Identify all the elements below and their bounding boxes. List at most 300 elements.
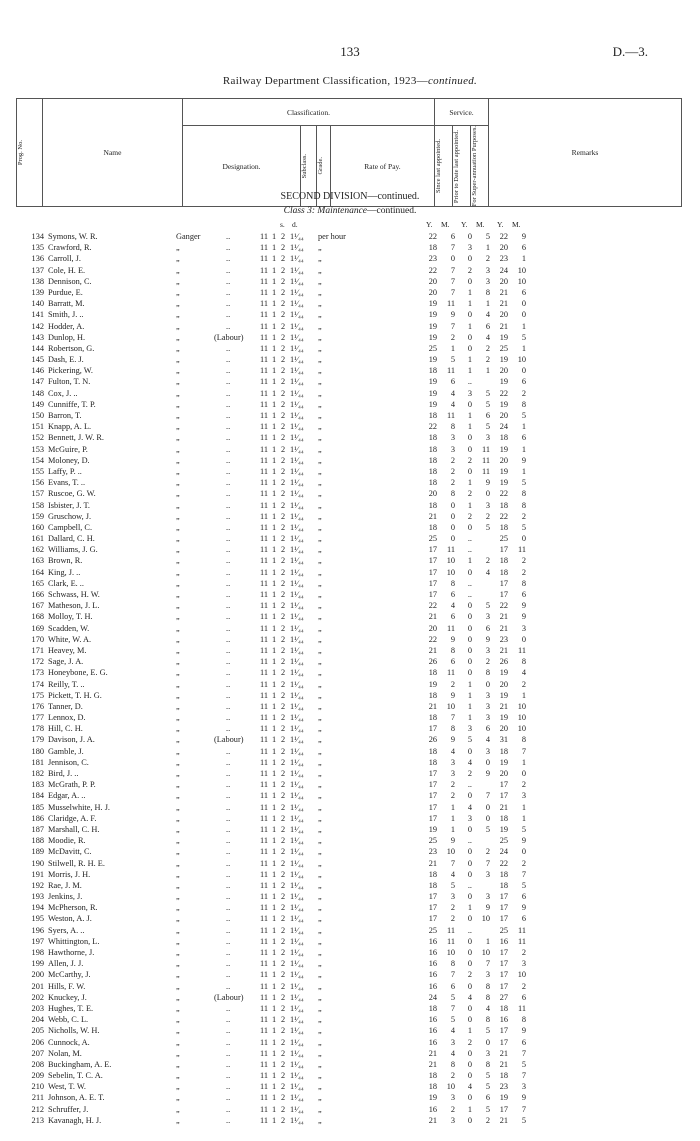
prior-months: 5	[485, 522, 490, 532]
super-years: 21	[499, 1059, 508, 1069]
since-last-months: 9	[450, 634, 455, 644]
designation: „	[176, 1115, 180, 1125]
rate-unit: „	[318, 1104, 322, 1114]
since-last-months: 6	[450, 612, 455, 622]
subclass: 11	[260, 1026, 268, 1036]
prior-years: 1	[467, 556, 472, 566]
rate-unit: „	[318, 903, 322, 913]
super-months: 11	[518, 645, 526, 655]
super-months: 3	[521, 959, 526, 969]
super-months: 6	[521, 1037, 526, 1047]
designation: „	[176, 869, 180, 879]
prog-number: 138	[31, 276, 44, 286]
subclass: 11	[260, 556, 268, 566]
since-last-years: 21	[428, 1115, 437, 1125]
rate-pence: 1¹⁄₄₄	[290, 478, 304, 488]
since-last-months: 11	[447, 299, 455, 309]
designation: „	[176, 444, 180, 454]
staff-name: McDavitt, C.	[48, 847, 92, 857]
staff-name: Knapp, A. L.	[48, 422, 92, 432]
super-years: 17	[499, 545, 508, 555]
prog-number: 202	[31, 992, 44, 1002]
rate-unit: „	[318, 858, 322, 868]
leader-dots: ..	[226, 590, 231, 599]
rate-shillings: 2	[281, 1093, 286, 1103]
prog-number: 197	[31, 936, 44, 946]
super-months: 9	[521, 1026, 526, 1036]
subclass: 11	[260, 713, 268, 723]
rate-pence: 1¹⁄₄₄	[290, 1059, 304, 1069]
rate-pence: 1¹⁄₄₄	[290, 388, 304, 398]
header-remarks: Remarks	[489, 99, 682, 207]
leader-dots: ..	[226, 701, 231, 711]
grade: 1	[272, 276, 277, 286]
super-months: 3	[521, 791, 526, 801]
leader-dots: ..	[226, 813, 231, 823]
grade: 1	[272, 444, 277, 454]
prog-number: 198	[31, 948, 44, 957]
prior-years: ..	[467, 545, 472, 555]
subclass: 11	[260, 1093, 268, 1103]
subclass: 11	[260, 545, 268, 555]
staff-name: West, T. W.	[48, 1082, 86, 1092]
rate-pence: 1¹⁄₄₄	[290, 802, 304, 812]
prog-number: 190	[31, 858, 44, 868]
prior-months: 6	[485, 411, 490, 420]
leader-dots: ..	[226, 243, 231, 253]
prog-number: 196	[31, 925, 44, 935]
rate-shillings: 2	[281, 948, 286, 957]
rate-shillings: 2	[281, 478, 286, 488]
rate-pence: 1¹⁄₄₄	[290, 1071, 304, 1081]
leader-dots: ..	[226, 276, 231, 286]
prog-number: 193	[31, 892, 44, 902]
prior-years: ..	[467, 578, 472, 588]
subclass: 11	[260, 769, 268, 778]
grade: 1	[272, 1093, 277, 1103]
prog-number: 213	[31, 1115, 44, 1125]
table-row	[0, 1014, 700, 1025]
since-last-years: 18	[428, 455, 437, 465]
leader-dots: ..	[226, 567, 231, 577]
designation: „	[176, 1015, 180, 1025]
staff-name: Fulton, T. N.	[48, 377, 91, 387]
super-months: 10	[517, 713, 526, 723]
prior-years: 0	[467, 668, 472, 678]
rate-pence: 1¹⁄₄₄	[290, 1037, 304, 1047]
grade: 1	[272, 1059, 277, 1069]
designation: „	[176, 567, 180, 577]
unit-m3: M.	[512, 220, 521, 229]
rate-pence: 1¹⁄₄₄	[290, 254, 304, 264]
staff-name: McGuire, P.	[48, 444, 88, 454]
prior-years: 0	[467, 858, 472, 868]
grade: 1	[272, 1048, 277, 1058]
prog-number: 160	[31, 522, 44, 532]
subclass: 11	[260, 813, 268, 823]
leader-dots: ..	[226, 254, 231, 264]
since-last-months: 6	[450, 981, 455, 991]
table-row	[0, 1081, 700, 1092]
prior-months: 9	[485, 634, 490, 644]
since-last-years: 25	[428, 836, 437, 846]
rate-unit: „	[318, 287, 322, 297]
designation: „	[176, 388, 180, 398]
designation: „	[176, 321, 180, 331]
rate-shillings: 2	[281, 679, 286, 689]
rate-unit: „	[318, 914, 322, 924]
subclass: 11	[260, 1115, 268, 1125]
prog-number: 200	[31, 970, 44, 980]
leader-dots: ..	[226, 690, 231, 700]
designation: „	[176, 914, 180, 924]
super-months: 8	[521, 657, 526, 667]
staff-name: Brown, R.	[48, 556, 83, 566]
rate-pence: 1¹⁄₄₄	[290, 1104, 304, 1114]
rate-pence: 1¹⁄₄₄	[290, 892, 304, 902]
since-last-years: 22	[428, 422, 437, 432]
staff-name: Bennett, J. W. R.	[48, 433, 105, 443]
since-last-months: 3	[450, 433, 455, 443]
staff-name: McCarthy, J.	[48, 970, 91, 980]
super-years: 24	[499, 265, 508, 275]
rate-unit: „	[318, 276, 322, 286]
rate-shillings: 2	[281, 601, 286, 611]
leader-dots: ..	[226, 321, 231, 331]
rate-unit: „	[318, 388, 322, 398]
rate-pence: 1¹⁄₄₄	[290, 511, 304, 521]
rate-pence: 1¹⁄₄₄	[290, 299, 304, 309]
super-years: 20	[499, 411, 508, 420]
rate-shillings: 2	[281, 534, 286, 544]
prog-number: 159	[31, 511, 44, 521]
rate-unit: „	[318, 724, 322, 734]
prior-years: ..	[467, 377, 472, 387]
staff-name: Matheson, J. L.	[48, 601, 100, 611]
super-months: 10	[517, 701, 526, 711]
super-years: 18	[499, 813, 508, 823]
rate-unit: „	[318, 936, 322, 946]
super-months: 10	[517, 276, 526, 286]
subclass: 11	[260, 489, 268, 499]
super-years: 25	[499, 343, 508, 353]
table-row	[0, 768, 700, 779]
since-last-years: 18	[428, 433, 437, 443]
rate-shillings: 2	[281, 813, 286, 823]
prog-number: 176	[31, 701, 44, 711]
since-last-months: 10	[446, 847, 455, 857]
grade: 1	[272, 869, 277, 879]
prior-years: 0	[467, 936, 472, 946]
rate-unit: „	[318, 254, 322, 264]
since-last-years: 18	[428, 690, 437, 700]
table-row	[0, 365, 700, 376]
unit-y2: Y.	[461, 220, 468, 229]
since-last-months: 4	[450, 869, 455, 879]
prog-number: 211	[31, 1093, 44, 1103]
designation: „	[176, 466, 180, 476]
subclass: 11	[260, 332, 268, 342]
table-row	[0, 869, 700, 880]
since-last-years: 18	[428, 713, 437, 723]
since-last-years: 17	[428, 590, 437, 599]
prior-months: 8	[485, 992, 490, 1002]
staff-name: Schruffer, J.	[48, 1104, 89, 1114]
rate-unit: per hour	[318, 232, 346, 241]
subclass: 11	[260, 254, 268, 264]
leader-dots: ..	[226, 959, 231, 969]
leader-dots: ..	[226, 422, 231, 432]
super-months: 6	[521, 433, 526, 443]
rate-pence: 1¹⁄₄₄	[290, 422, 304, 432]
prior-months: 6	[485, 623, 490, 633]
staff-name: Scadden, W.	[48, 623, 90, 633]
header-superannuation: For Super-annuation Purposes.	[471, 126, 489, 207]
grade: 1	[272, 701, 277, 711]
rate-shillings: 2	[281, 545, 286, 555]
table-row	[0, 321, 700, 332]
grade: 1	[272, 1115, 277, 1125]
prior-months: 1	[485, 243, 490, 253]
grade: 1	[272, 355, 277, 365]
leader-dots: ..	[226, 1059, 231, 1069]
designation: „	[176, 970, 180, 980]
super-years: 16	[499, 936, 508, 946]
subclass: 11	[260, 679, 268, 689]
leader-dots: ..	[226, 746, 231, 756]
prior-years: 1	[467, 701, 472, 711]
super-months: 1	[521, 321, 526, 331]
rate-shillings: 2	[281, 433, 286, 443]
table-row	[0, 1059, 700, 1070]
super-years: 18	[499, 567, 508, 577]
prog-number: 192	[31, 880, 44, 890]
staff-name: Davison, J. A.	[48, 735, 95, 745]
prior-months: 6	[485, 724, 490, 734]
since-last-years: 19	[428, 399, 437, 409]
super-years: 19	[499, 478, 508, 488]
rate-pence: 1¹⁄₄₄	[290, 813, 304, 823]
prog-number: 188	[31, 836, 44, 846]
table-row	[0, 734, 700, 745]
prog-number: 185	[31, 802, 44, 812]
designation: „	[176, 1071, 180, 1081]
super-months: 9	[521, 903, 526, 913]
since-last-years: 16	[428, 948, 437, 957]
prior-months: 8	[485, 981, 490, 991]
prog-number: 158	[31, 500, 44, 510]
rate-shillings: 2	[281, 411, 286, 420]
designation: „	[176, 601, 180, 611]
prior-years: 0	[467, 612, 472, 622]
table-row	[0, 578, 700, 589]
rate-pence: 1¹⁄₄₄	[290, 981, 304, 991]
page-number: 133	[340, 44, 360, 59]
leader-dots: ..	[226, 981, 231, 991]
super-years: 20	[499, 724, 508, 734]
rate-pence: 1¹⁄₄₄	[290, 948, 304, 957]
rate-shillings: 2	[281, 836, 286, 846]
rate-unit: „	[318, 511, 322, 521]
rate-pence: 1¹⁄₄₄	[290, 679, 304, 689]
rate-shillings: 2	[281, 232, 286, 241]
table-row	[0, 466, 700, 477]
prior-months: 3	[485, 701, 490, 711]
prog-number: 165	[31, 578, 44, 588]
prior-years: 0	[467, 645, 472, 655]
super-months: 5	[521, 411, 526, 420]
designation: „	[176, 355, 180, 365]
prior-months: 11	[482, 466, 490, 476]
super-years: 19	[499, 377, 508, 387]
rate-unit: „	[318, 679, 322, 689]
prior-years: 0	[467, 1093, 472, 1103]
rate-shillings: 2	[281, 769, 286, 778]
prior-months: 0	[485, 489, 490, 499]
rate-unit: „	[318, 746, 322, 756]
since-last-years: 20	[428, 489, 437, 499]
rate-shillings: 2	[281, 377, 286, 387]
designation: „	[176, 701, 180, 711]
prog-number: 154	[31, 455, 44, 465]
rate-unit: „	[318, 478, 322, 488]
rate-unit: „	[318, 578, 322, 588]
grade: 1	[272, 903, 277, 913]
designation: „	[176, 556, 180, 566]
staff-name: Honeybone, E. G.	[48, 668, 108, 678]
rate-shillings: 2	[281, 892, 286, 902]
leader-dots: ..	[226, 455, 231, 465]
prior-months: 4	[485, 735, 490, 745]
header-designation: Designation.	[183, 126, 301, 207]
prior-years: 0	[467, 1048, 472, 1058]
prog-number: 173	[31, 668, 44, 678]
super-months: 0	[521, 534, 526, 544]
prior-months: 3	[485, 276, 490, 286]
prog-number: 177	[31, 713, 44, 723]
subclass: 11	[260, 847, 268, 857]
prior-months: 3	[485, 500, 490, 510]
leader-dots: ..	[226, 1082, 231, 1092]
since-last-years: 25	[428, 925, 437, 935]
prior-months: 11	[482, 455, 490, 465]
table-row	[0, 690, 700, 701]
since-last-years: 18	[428, 668, 437, 678]
super-months: 2	[521, 780, 526, 790]
rate-pence: 1¹⁄₄₄	[290, 824, 304, 834]
staff-name: Hills, F. W.	[48, 981, 86, 991]
staff-name: Heavey, M.	[48, 645, 87, 655]
super-years: 17	[499, 892, 508, 902]
super-years: 22	[499, 511, 508, 521]
since-last-months: 1	[450, 824, 455, 834]
grade: 1	[272, 981, 277, 991]
unit-m2: M.	[476, 220, 485, 229]
table-row	[0, 656, 700, 667]
staff-name: King, J. ..	[48, 567, 81, 577]
table-row	[0, 500, 700, 511]
prog-number: 212	[31, 1104, 44, 1114]
grade: 1	[272, 399, 277, 409]
table-row	[0, 611, 700, 622]
super-years: 19	[499, 466, 508, 476]
table-row	[0, 969, 700, 980]
rate-shillings: 2	[281, 936, 286, 946]
super-years: 22	[499, 232, 508, 241]
super-years: 21	[499, 1048, 508, 1058]
staff-name: Dunlop, H.	[48, 332, 86, 342]
rate-shillings: 2	[281, 903, 286, 913]
prior-months: 2	[485, 1115, 490, 1125]
table-row	[0, 902, 700, 913]
rate-pence: 1¹⁄₄₄	[290, 645, 304, 655]
prior-years: 0	[467, 276, 472, 286]
rate-shillings: 2	[281, 746, 286, 756]
leader-dots: ..	[226, 679, 231, 689]
unit-y3: Y.	[497, 220, 504, 229]
rate-pence: 1¹⁄₄₄	[290, 578, 304, 588]
rate-unit: „	[318, 299, 322, 309]
grade: 1	[272, 914, 277, 924]
prog-number: 181	[31, 757, 44, 767]
designation: „	[176, 634, 180, 644]
since-last-years: 19	[428, 310, 437, 320]
rate-unit: „	[318, 892, 322, 902]
leader-dots: ..	[226, 411, 231, 420]
leader-dots: ..	[226, 858, 231, 868]
since-last-months: 8	[450, 578, 455, 588]
grade: 1	[272, 679, 277, 689]
leader-dots: ..	[226, 511, 231, 521]
grade: 1	[272, 880, 277, 890]
prog-number: 207	[31, 1048, 44, 1058]
since-last-months: 3	[450, 757, 455, 767]
super-years: 18	[499, 433, 508, 443]
prior-months: 0	[485, 757, 490, 767]
since-last-months: 7	[450, 276, 455, 286]
rate-unit: „	[318, 411, 322, 420]
subclass: 11	[260, 299, 268, 309]
rate-unit: „	[318, 1093, 322, 1103]
staff-name: White, W. A.	[48, 634, 92, 644]
staff-name: Reilly, T. ..	[48, 679, 85, 689]
rate-unit: „	[318, 735, 322, 745]
rate-unit: „	[318, 489, 322, 499]
subclass: 11	[260, 444, 268, 454]
prog-number: 150	[31, 411, 44, 420]
staff-name: Knuckey, J.	[48, 992, 87, 1002]
rate-shillings: 2	[281, 444, 286, 454]
leader-dots: ..	[226, 1115, 231, 1125]
title-continued: continued.	[427, 75, 478, 87]
prior-years: 0	[467, 1059, 472, 1069]
super-years: 23	[499, 1082, 508, 1092]
staff-name: Clark, E. ..	[48, 578, 84, 588]
rate-pence: 1¹⁄₄₄	[290, 780, 304, 790]
subclass: 11	[260, 824, 268, 834]
prior-months: 0	[485, 679, 490, 689]
leader-dots: ..	[226, 645, 231, 655]
super-months: 9	[521, 232, 526, 241]
prior-months: 3	[485, 645, 490, 655]
rate-pence: 1¹⁄₄₄	[290, 433, 304, 443]
super-months: 5	[521, 332, 526, 342]
rate-unit: „	[318, 1115, 322, 1125]
table-row	[0, 802, 700, 813]
subclass: 11	[260, 567, 268, 577]
subclass: 11	[260, 1071, 268, 1081]
since-last-months: 9	[450, 310, 455, 320]
